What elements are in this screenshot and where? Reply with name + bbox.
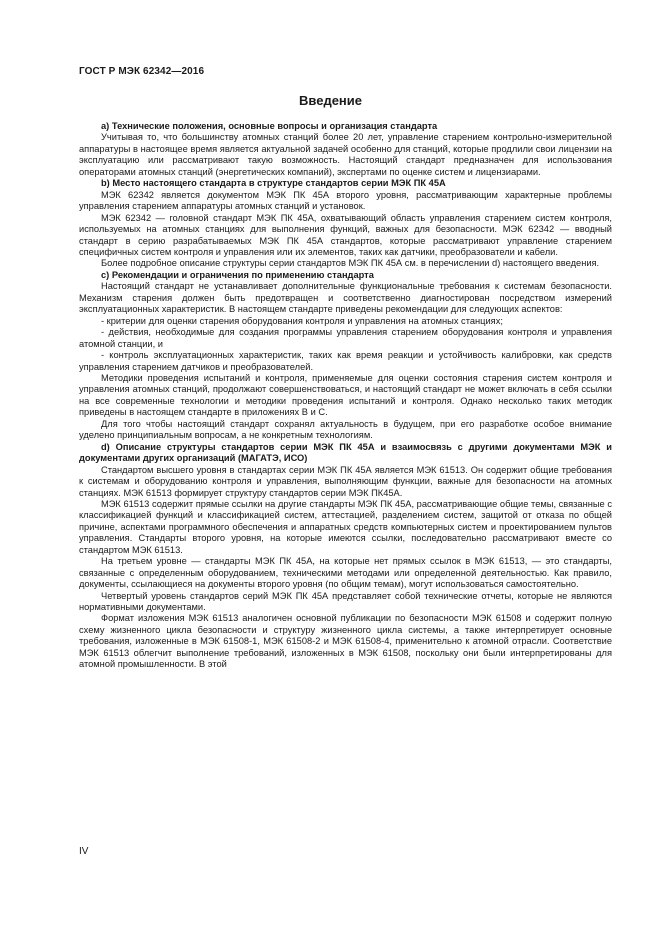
section-heading: d) Описание структуры стандартов серии МЭК ПК 45А и взаимосвязь с другими документами МЭК и документами других организаций (МАГАТЭ, ИСО) bbox=[79, 441, 612, 464]
document-body bbox=[79, 121, 612, 671]
standard-header: ГОСТ Р МЭК 62342—2016 bbox=[79, 66, 205, 77]
body-paragraph: На третьем уровне — стандарты МЭК ПК 45А, на которые нет прямых ссылок в МЭК 61513, — это стандарты, связанные с определенным оборудованием, техническими методами или определенной деятельностью. Как правило, документы, ссылающиеся на документы второго уровня (по общим темам), могут использоваться самостоятельно. bbox=[79, 556, 612, 590]
body-paragraph: МЭК 62342 является документом МЭК ПК 45А второго уровня, рассматривающим характерные проблемы управления старением аппаратуры атомных станций и установок. bbox=[79, 189, 612, 212]
body-paragraph: Настоящий стандарт не устанавливает дополнительные функциональные требования к системам безопасности. Механизм старения должен быть предотвращен и соответственно диагностирован посредством измерений эксплуатационных характеристик. В настоящем стандарте приведены рекомендации для следующих аспектов: bbox=[79, 281, 612, 315]
page-title: Введение bbox=[299, 93, 362, 108]
body-paragraph: Стандартом высшего уровня в стандартах серии МЭК ПК 45А является МЭК 61513. Он содержит общие требования к системам и оборудованию контроля и управления, выполняющим функции, важные для безопасности на атомных станциях. МЭК 61513 формирует структуру стандартов серии МЭК ПК45А. bbox=[79, 464, 612, 498]
list-item: - критерии для оценки старения оборудования контроля и управления на атомных станциях; bbox=[101, 315, 503, 326]
body-paragraph: МЭК 62342 — головной стандарт МЭК ПК 45А, охватывающий область управления старением систем контроля, используемых на атомных станциях для выполнения функций, важных для безопасности. МЭК 62342 — вводный стандарт в серию разрабатываемых МЭК ПК 45А стандартов, которые рассматривают управление старением специфичных систем контроля и управления или их элементов, таких как датчики, преобразователи и кабели. bbox=[79, 212, 612, 257]
body-paragraph: Более подробное описание структуры серии стандартов МЭК ПК 45А см. в перечислении d) настоящего введения. bbox=[101, 258, 600, 269]
section-heading: c) Рекомендации и ограничения по применению стандарта bbox=[101, 269, 374, 280]
list-item: - действия, необходимые для создания программы управления старением оборудования контроля и управления атомной станции, и bbox=[79, 327, 612, 349]
body-paragraph: Методики проведения испытаний и контроля, применяемые для оценки состояния старения систем контроля и управления атомных станций, продолжают совершенствоваться, и настоящий стандарт не может включать в себя ссылки на все современные технологии и методики проведения испытаний и контроля. Однако несколько таких методик приведены в настоящем стандарте в приложениях В и С. bbox=[79, 372, 612, 418]
page-number: IV bbox=[79, 846, 89, 857]
body-paragraph: Формат изложения МЭК 61513 аналогичен основной публикации по безопасности МЭК 61508 и содержит полную схему жизненного цикла безопасности и структуру жизненного цикла системы, а также интерпретирует основные требования, изложенные в МЭК 61508-1, МЭК 61508-2 и МЭК 61508-4, применительно к атомной отрасли. Соответствие МЭК 61513 облегчит выполнение требований, изложенных в МЭК 61508, поскольку они были интерпретированы для атомной промышленности. В этой bbox=[79, 613, 612, 670]
section-heading: b) Место настоящего стандарта в структуре стандартов серии МЭК ПК 45А bbox=[101, 178, 446, 189]
list-item: - контроль эксплуатационных характеристик, таких как время реакции и устойчивость калибровки, как средств управления старением датчиков и преобразователей. bbox=[79, 350, 612, 372]
body-paragraph: Учитывая то, что большинству атомных станций более 20 лет, управление старением контрольно-измерительной аппаратуры в настоящее время является актуальной задачей особенно для станций, которые продлили свои лицензии на эксплуатацию или рассматривают такую возможность. Настоящий стандарт предназначен для использования операторами атомных станций (энергетических компаний), экспертами по оценке систем и лицензиарами. bbox=[79, 132, 612, 177]
section-heading: a) Технические положения, основные вопросы и организация стандарта bbox=[101, 121, 438, 131]
body-paragraph: Четвертый уровень стандартов серий МЭК ПК 45А представляет собой технические отчеты, которые не являются нормативными документами. bbox=[79, 590, 612, 613]
body-paragraph: МЭК 61513 содержит прямые ссылки на другие стандарты МЭК ПК 45А, рассматривающие общие темы, связанные с классификацией функций и классификацией систем, аттестацией, разделением систем, защитой от отказа по общей причине, аспектами программного обеспечения и аппаратных средств компьютерных систем и проектированием пультов управления. Стандарты второго уровня, на которые имеются ссылки, последовательно рассматривают вместе со стандартом МЭК 61513. bbox=[79, 498, 612, 555]
body-paragraph: Для того чтобы настоящий стандарт сохранял актуальность в будущем, при его разработке особое внимание уделено принципиальным вопросам, а не конкретным технологиям. bbox=[79, 418, 612, 441]
